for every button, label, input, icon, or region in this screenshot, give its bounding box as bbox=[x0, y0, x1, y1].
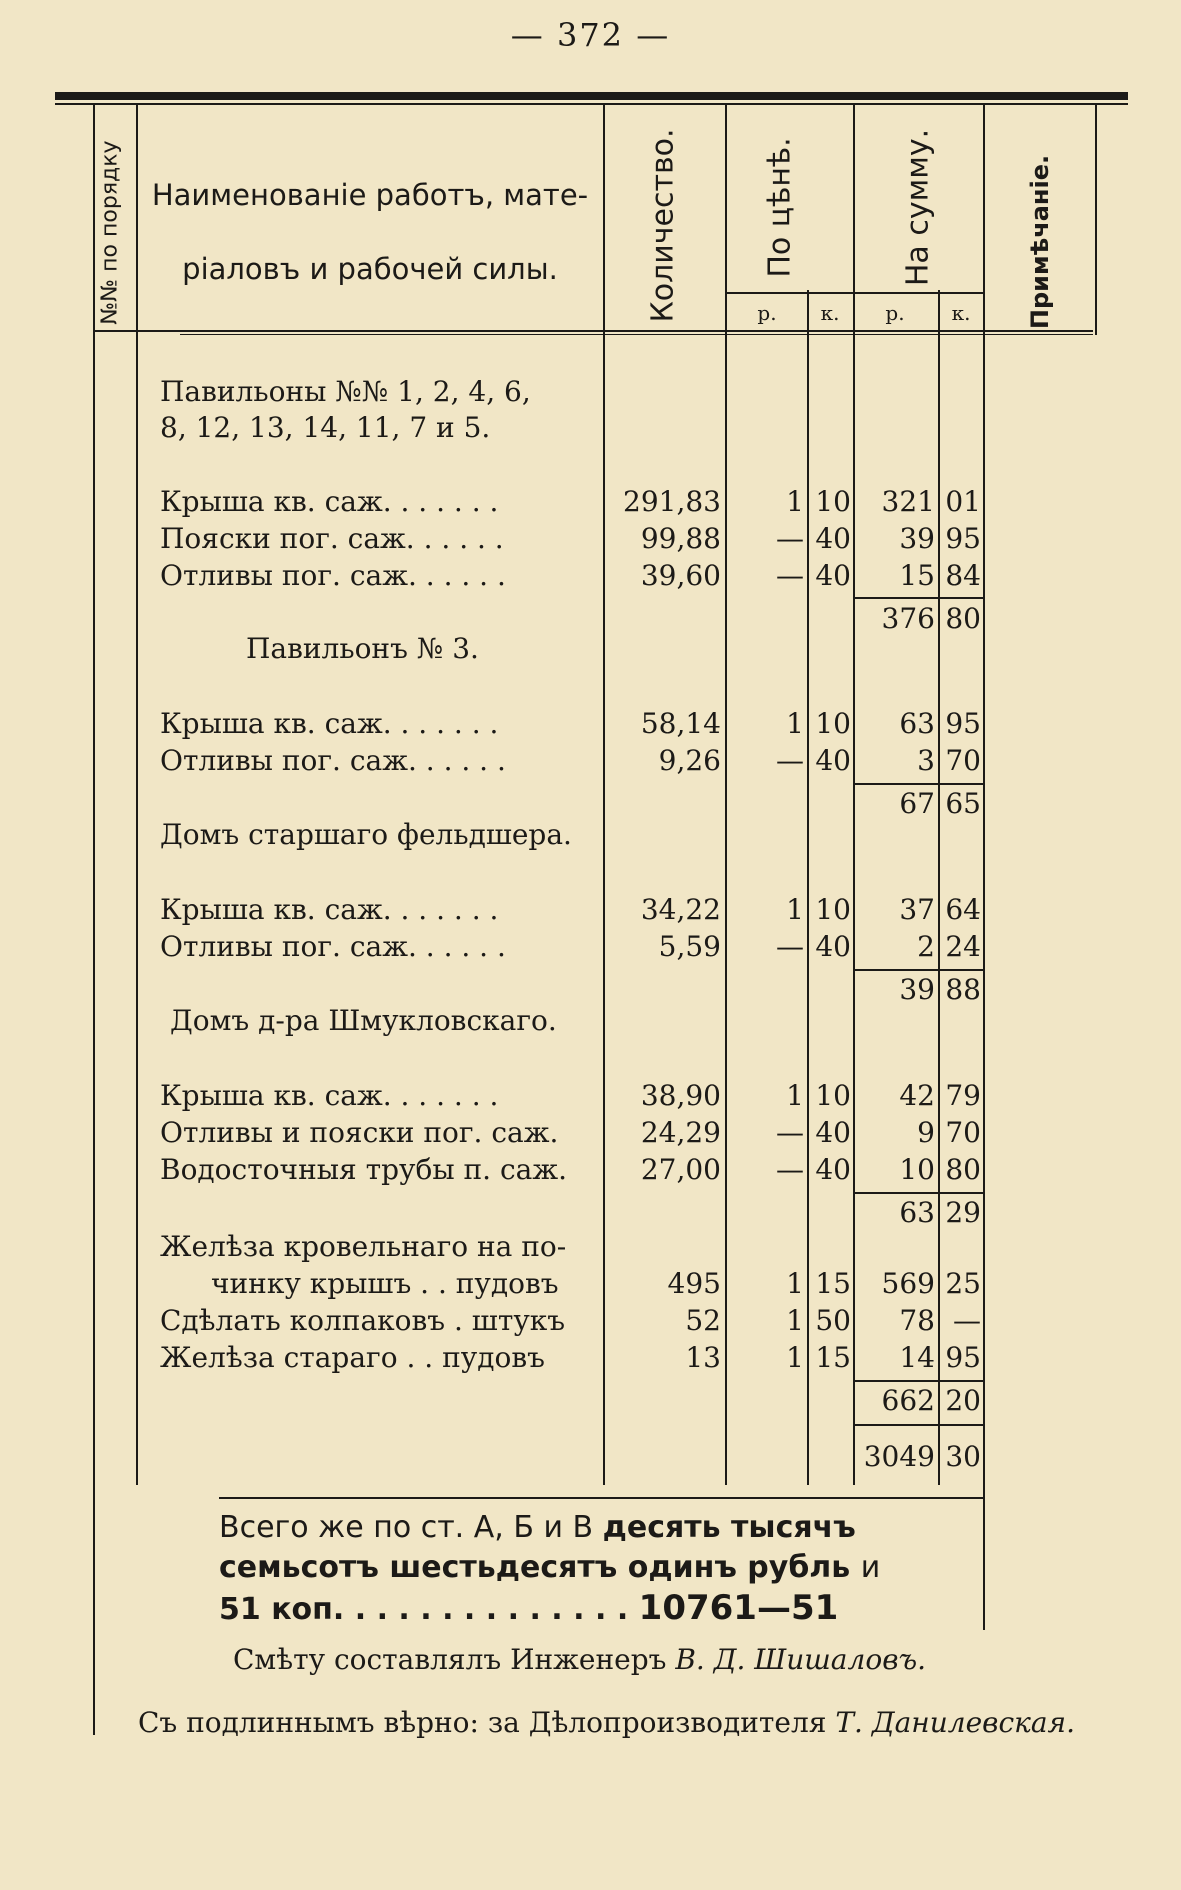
row-sum-kop: 01 bbox=[945, 485, 981, 518]
header-sum-kop: к. bbox=[951, 301, 971, 325]
row-name: Желѣза кровельнаго на по- bbox=[160, 1230, 567, 1263]
subtotal-rule bbox=[855, 597, 983, 599]
section-title: Павильонъ № 3. bbox=[246, 632, 479, 665]
row-name: Сдѣлать колпаковъ . штукъ bbox=[160, 1304, 566, 1337]
row-qty: 52 bbox=[685, 1304, 721, 1337]
row-qty: 58,14 bbox=[640, 707, 721, 740]
row-sum-rub: 42 bbox=[899, 1079, 935, 1112]
row-sum-rub: 39 bbox=[899, 522, 935, 555]
row-price-rub: 1 bbox=[786, 1267, 804, 1300]
header-col-name-line1: Наименованіе работъ, мате- bbox=[151, 178, 589, 212]
subtotal-rule bbox=[855, 969, 983, 971]
section-title: Домъ старшаго фельдшера. bbox=[160, 818, 572, 851]
subtotal-sum-kop: 20 bbox=[945, 1384, 981, 1417]
subtotal-sum-kop: 88 bbox=[945, 973, 981, 1006]
row-sum-rub: 3 bbox=[917, 744, 935, 777]
grand-total-rule bbox=[219, 1497, 983, 1499]
section-title: 8, 12, 13, 14, 11, 7 и 5. bbox=[160, 411, 491, 444]
certified-by-label: Съ подлиннымъ вѣрно: за Дѣлопроизводителя bbox=[138, 1706, 836, 1739]
row-price-rub: — bbox=[776, 930, 804, 963]
row-price-rub: 1 bbox=[786, 1304, 804, 1337]
row-price-rub: 1 bbox=[786, 707, 804, 740]
grand-total-line1: Всего же по ст. А, Б и В bbox=[219, 1510, 603, 1545]
row-qty: 13 bbox=[685, 1341, 721, 1374]
row-price-rub: — bbox=[776, 522, 804, 555]
row-sum-rub: 14 bbox=[899, 1341, 935, 1374]
row-price-kop: 50 bbox=[815, 1304, 851, 1337]
subtotal-rule bbox=[855, 783, 983, 785]
row-price-rub: — bbox=[776, 559, 804, 592]
row-name: Водосточныя трубы п. саж. bbox=[160, 1153, 568, 1186]
certified-by-name: Т. Данилевская. bbox=[835, 1706, 1075, 1739]
row-price-kop: 10 bbox=[815, 1079, 851, 1112]
row-price-kop: 15 bbox=[815, 1267, 851, 1300]
compiled-by bbox=[233, 1643, 926, 1676]
compiled-by-name: В. Д. Шишаловъ. bbox=[675, 1643, 927, 1676]
row-price-kop: 10 bbox=[815, 485, 851, 518]
header-price-kop: к. bbox=[820, 301, 840, 325]
row-sum-rub: 2 bbox=[917, 930, 935, 963]
row-name: Желѣза стараго . . пудовъ bbox=[160, 1341, 545, 1374]
row-sum-kop: 95 bbox=[945, 522, 981, 555]
page-number: — 372 — bbox=[510, 16, 671, 54]
row-qty: 27,00 bbox=[640, 1153, 721, 1186]
row-price-kop: 40 bbox=[815, 930, 851, 963]
section-title: Домъ д-ра Шмукловскаго. bbox=[170, 1004, 557, 1037]
row-price-kop: 40 bbox=[815, 559, 851, 592]
row-price-kop: 10 bbox=[815, 707, 851, 740]
header-bottom-rule-thin bbox=[180, 334, 1093, 335]
header-price-rub: р. bbox=[757, 301, 777, 325]
header-col-number: №№ по порядку bbox=[97, 140, 123, 325]
row-sum-kop: 80 bbox=[945, 1153, 981, 1186]
header-col-name bbox=[150, 158, 590, 306]
compiled-by-label: Смѣту составлялъ Инженеръ bbox=[233, 1643, 676, 1676]
row-qty: 34,22 bbox=[640, 893, 721, 926]
row-sum-kop: 25 bbox=[945, 1267, 981, 1300]
row-price-rub: 1 bbox=[786, 1341, 804, 1374]
row-sum-rub: 78 bbox=[899, 1304, 935, 1337]
row-price-rub: — bbox=[776, 744, 804, 777]
grand-total-line3: 51 коп. . . . . . . . . . . . . . bbox=[219, 1592, 639, 1627]
row-qty: 38,90 bbox=[640, 1079, 721, 1112]
certified-by bbox=[138, 1706, 1075, 1739]
table-left-border bbox=[93, 105, 95, 1735]
header-col-name-line2: ріаловъ и рабочей силы. bbox=[182, 252, 558, 286]
row-price-rub: 1 bbox=[786, 485, 804, 518]
col-divider-no bbox=[136, 105, 138, 1485]
row-name: чинку крышъ . . пудовъ bbox=[211, 1267, 559, 1300]
row-name: Отливы пог. саж. . . . . . bbox=[160, 930, 506, 963]
total-sum-kop: 30 bbox=[945, 1440, 981, 1473]
subtotal-sum-rub: 662 bbox=[881, 1384, 935, 1417]
row-sum-kop: 95 bbox=[945, 707, 981, 740]
row-qty: 495 bbox=[667, 1267, 721, 1300]
row-price-rub: 1 bbox=[786, 893, 804, 926]
grand-total-line1-bold: десять тысячъ bbox=[602, 1510, 856, 1545]
row-sum-kop: 95 bbox=[945, 1341, 981, 1374]
grand-total-amount: 10761—51 bbox=[638, 1588, 839, 1628]
row-price-kop: 40 bbox=[815, 1116, 851, 1149]
row-name: Крыша кв. саж. . . . . . . bbox=[160, 485, 499, 518]
row-sum-kop: 64 bbox=[945, 893, 981, 926]
row-name: Крыша кв. саж. . . . . . . bbox=[160, 707, 499, 740]
subtotal-rule bbox=[855, 1192, 983, 1194]
row-sum-rub: 63 bbox=[899, 707, 935, 740]
header-col-price: По цѣнѣ. bbox=[762, 137, 798, 278]
row-qty: 291,83 bbox=[623, 485, 721, 518]
subtotal-sum-kop: 80 bbox=[945, 602, 981, 635]
row-sum-kop: 84 bbox=[945, 559, 981, 592]
row-qty: 5,59 bbox=[658, 930, 721, 963]
row-price-kop: 40 bbox=[815, 744, 851, 777]
row-sum-rub: 9 bbox=[917, 1116, 935, 1149]
row-sum-rub: 37 bbox=[899, 893, 935, 926]
row-price-kop: 40 bbox=[815, 522, 851, 555]
subtotal-sum-rub: 63 bbox=[899, 1196, 935, 1229]
subtotal-rule bbox=[855, 1380, 983, 1382]
row-sum-rub: 569 bbox=[881, 1267, 935, 1300]
row-price-kop: 15 bbox=[815, 1341, 851, 1374]
subtotal-sum-kop: 29 bbox=[945, 1196, 981, 1229]
row-name: Крыша кв. саж. . . . . . . bbox=[160, 1079, 499, 1112]
row-sum-kop: 24 bbox=[945, 930, 981, 963]
row-sum-rub: 10 bbox=[899, 1153, 935, 1186]
row-price-kop: 10 bbox=[815, 893, 851, 926]
row-qty: 24,29 bbox=[640, 1116, 721, 1149]
header-bottom-rule bbox=[93, 330, 1093, 332]
row-price-rub: — bbox=[776, 1116, 804, 1149]
row-sum-kop: — bbox=[953, 1304, 981, 1337]
subtotal-sum-kop: 65 bbox=[945, 787, 981, 820]
row-qty: 99,88 bbox=[640, 522, 721, 555]
row-name: Пояски пог. саж. . . . . . bbox=[160, 522, 504, 555]
col-divider-note bbox=[1095, 105, 1097, 335]
col-divider-sum-rk bbox=[938, 290, 940, 1485]
header-col-qty: Количество. bbox=[645, 128, 681, 323]
row-qty: 9,26 bbox=[658, 744, 721, 777]
row-sum-kop: 70 bbox=[945, 744, 981, 777]
row-price-kop: 40 bbox=[815, 1153, 851, 1186]
grand-total-line2-end: и bbox=[860, 1550, 881, 1585]
subtotal-sum-rub: 376 bbox=[881, 602, 935, 635]
top-rule bbox=[55, 92, 1128, 100]
section-title: Павильоны №№ 1, 2, 4, 6, bbox=[160, 375, 531, 408]
header-col-note: Примѣчаніе. bbox=[1026, 154, 1054, 330]
header-sum-rub: р. bbox=[885, 301, 905, 325]
row-name: Крыша кв. саж. . . . . . . bbox=[160, 893, 499, 926]
row-name: Отливы и пояски пог. саж. bbox=[160, 1116, 559, 1149]
col-divider-price bbox=[853, 105, 855, 1485]
row-sum-rub: 15 bbox=[899, 559, 935, 592]
total-rule bbox=[855, 1424, 983, 1426]
row-qty: 39,60 bbox=[640, 559, 721, 592]
row-name: Отливы пог. саж. . . . . . bbox=[160, 559, 506, 592]
col-divider-name bbox=[603, 105, 605, 1485]
subtotal-sum-rub: 39 bbox=[899, 973, 935, 1006]
col-divider-qty bbox=[725, 105, 727, 1485]
row-name: Отливы пог. саж. . . . . . bbox=[160, 744, 506, 777]
col-divider-price-rk bbox=[807, 290, 809, 1485]
header-col-sum: На сумму. bbox=[900, 128, 936, 287]
total-sum-rub: 3049 bbox=[863, 1440, 935, 1473]
row-price-rub: 1 bbox=[786, 1079, 804, 1112]
grand-total-text bbox=[219, 1508, 959, 1630]
row-sum-kop: 70 bbox=[945, 1116, 981, 1149]
row-sum-rub: 321 bbox=[881, 485, 935, 518]
grand-total-line2: семьсотъ шестьдесятъ одинъ рубль bbox=[219, 1550, 861, 1585]
row-sum-kop: 79 bbox=[945, 1079, 981, 1112]
subtotal-sum-rub: 67 bbox=[899, 787, 935, 820]
top-rule-thin bbox=[55, 103, 1128, 105]
row-price-rub: — bbox=[776, 1153, 804, 1186]
